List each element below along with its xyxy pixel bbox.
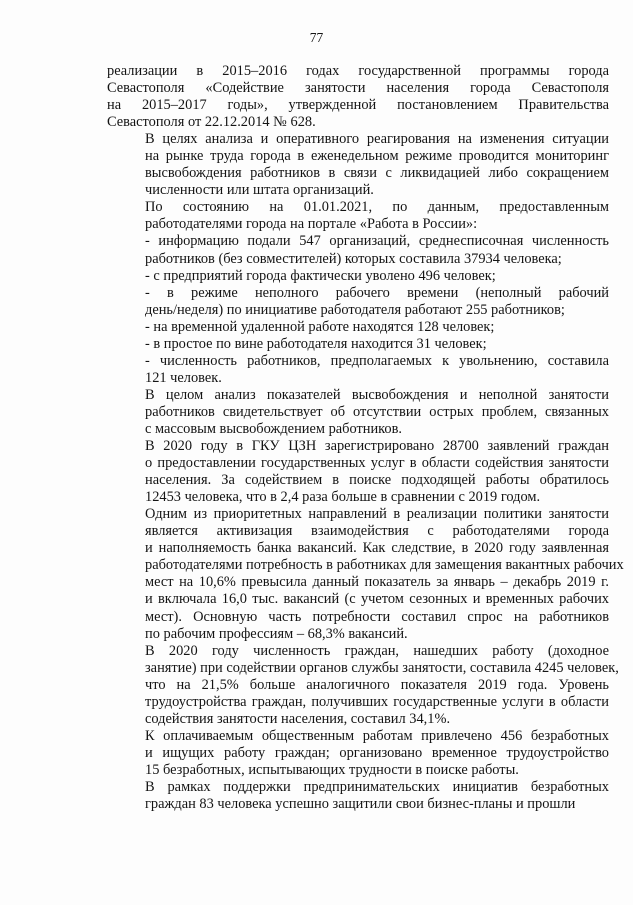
text-line: на рынке труда города в еженедельном режиме проводится мониторинг — [145, 148, 609, 165]
text-line: мест на 10,6% превысила данный показатель за январь – декабрь 2019 г. — [145, 574, 609, 591]
text-line: день/неделя) по инициативе работодателя работают 255 работников; — [145, 301, 565, 318]
text-line: - в режиме неполного рабочего времени (неполный рабочий — [145, 284, 609, 301]
text-line: численности или штата организаций. — [145, 182, 374, 199]
paragraph — [107, 268, 609, 285]
text-line: и ищущих работу граждан; организовано временное трудоустройство — [145, 744, 609, 761]
paragraph — [107, 387, 609, 438]
text-line: По состоянию на 01.01.2021, по данным, предоставленным — [145, 199, 609, 216]
text-line: реализации в 2015–2016 годах государственной программы города — [107, 63, 609, 79]
text-line: - с предприятий города фактически уволено 496 человек; — [145, 267, 496, 284]
text-line: К оплачиваемым общественным работам привлечено 456 безработных — [145, 727, 609, 744]
text-line: работников (без совместителей) которых составила 37934 человека; — [145, 250, 562, 267]
text-line: В рамках поддержки предпринимательских инициатив безработных — [145, 778, 609, 795]
paragraph — [107, 438, 609, 506]
text-line: на 2015–2017 годы», утвержденной постановлением Правительства — [107, 97, 609, 114]
text-line: В целях анализа и оперативного реагирования на изменения ситуации — [145, 131, 609, 148]
text-line: мест). Основную часть потребности составил спрос на работников — [145, 608, 609, 625]
text-line: - численность работников, предполагаемых к увольнению, составила — [145, 352, 609, 369]
paragraph — [107, 233, 609, 267]
paragraph — [107, 506, 624, 642]
text-line: и наполняемость банка вакансий. Как следствие, в 2020 году заявленная — [145, 540, 609, 557]
text-line: 12453 человека, что в 2,4 раза больше в сравнении с 2019 годом. — [145, 489, 541, 506]
text-line: занятие) при содействии органов службы занятости, составила 4245 человек, — [145, 659, 619, 676]
text-line: - информацию подали 547 организаций, среднесписочная численность — [145, 233, 609, 250]
text-line: - в простое по вине работодателя находится 31 человек; — [145, 335, 487, 352]
text-line: работодателями потребность в работниках для замещения вакантных рабочих — [145, 557, 624, 574]
text-line: Севастополя от 22.12.2014 № 628. — [107, 114, 316, 131]
paragraph — [107, 353, 609, 387]
text-line: с массовым высвобождением работников. — [145, 420, 403, 437]
paragraph — [107, 63, 609, 131]
text-line: В 2020 году в ГКУ ЦЗН зарегистрировано 28700 заявлений граждан — [145, 438, 609, 455]
document-body — [107, 63, 624, 813]
text-line: В целом анализ показателей высвобождения и неполной занятости — [145, 386, 609, 403]
text-line: и включала 16,0 тыс. вакансий (с учетом сезонных и временных рабочих — [145, 591, 609, 608]
text-line: Севастополя «Содействие занятости населения города Севастополя — [107, 80, 609, 97]
text-line: трудоустройства граждан, получивших государственные услуги в области — [145, 693, 609, 710]
text-line: содействия занятости населения, составил 34,1%. — [145, 710, 451, 727]
text-line: по рабочим профессиям – 68,3% вакансий. — [145, 625, 408, 642]
text-line: 121 человек. — [145, 369, 222, 386]
text-line: граждан 83 человека успешно защитили свои бизнес-планы и прошли — [145, 796, 576, 813]
text-line: работников свидетельствует об отсутствии острых проблем, связанных — [145, 403, 609, 420]
text-line: - на временной удаленной работе находятся 128 человек; — [145, 318, 495, 335]
paragraph — [107, 728, 609, 779]
text-line: населения. За содействием в поиске подходящей работы обратилось — [145, 472, 609, 489]
paragraph — [107, 336, 609, 353]
text-line: о предоставлении государственных услуг в области содействия занятости — [145, 455, 609, 472]
text-line: является активизация взаимодействия с работодателями города — [145, 523, 609, 540]
page-number: 77 — [309, 30, 324, 45]
text-line: 15 безработных, испытывающих трудности в поиске работы. — [145, 761, 519, 778]
paragraph — [107, 199, 609, 233]
paragraph — [107, 779, 609, 813]
paragraph — [107, 131, 609, 199]
text-line: В 2020 году численность граждан, нашедших работу (доходное — [145, 642, 609, 659]
paragraph — [107, 285, 609, 319]
paragraph — [107, 642, 619, 728]
text-line: что на 21,5% больше аналогичного показателя 2019 года. Уровень — [145, 676, 609, 693]
paragraph — [107, 319, 609, 336]
text-line: высвобождения работников в связи с ликвидацией либо сокращением — [145, 165, 609, 182]
text-line: Одним из приоритетных направлений в реализации политики занятости — [145, 506, 609, 523]
text-line: работодателями города на портале «Работа в России»: — [145, 216, 478, 233]
